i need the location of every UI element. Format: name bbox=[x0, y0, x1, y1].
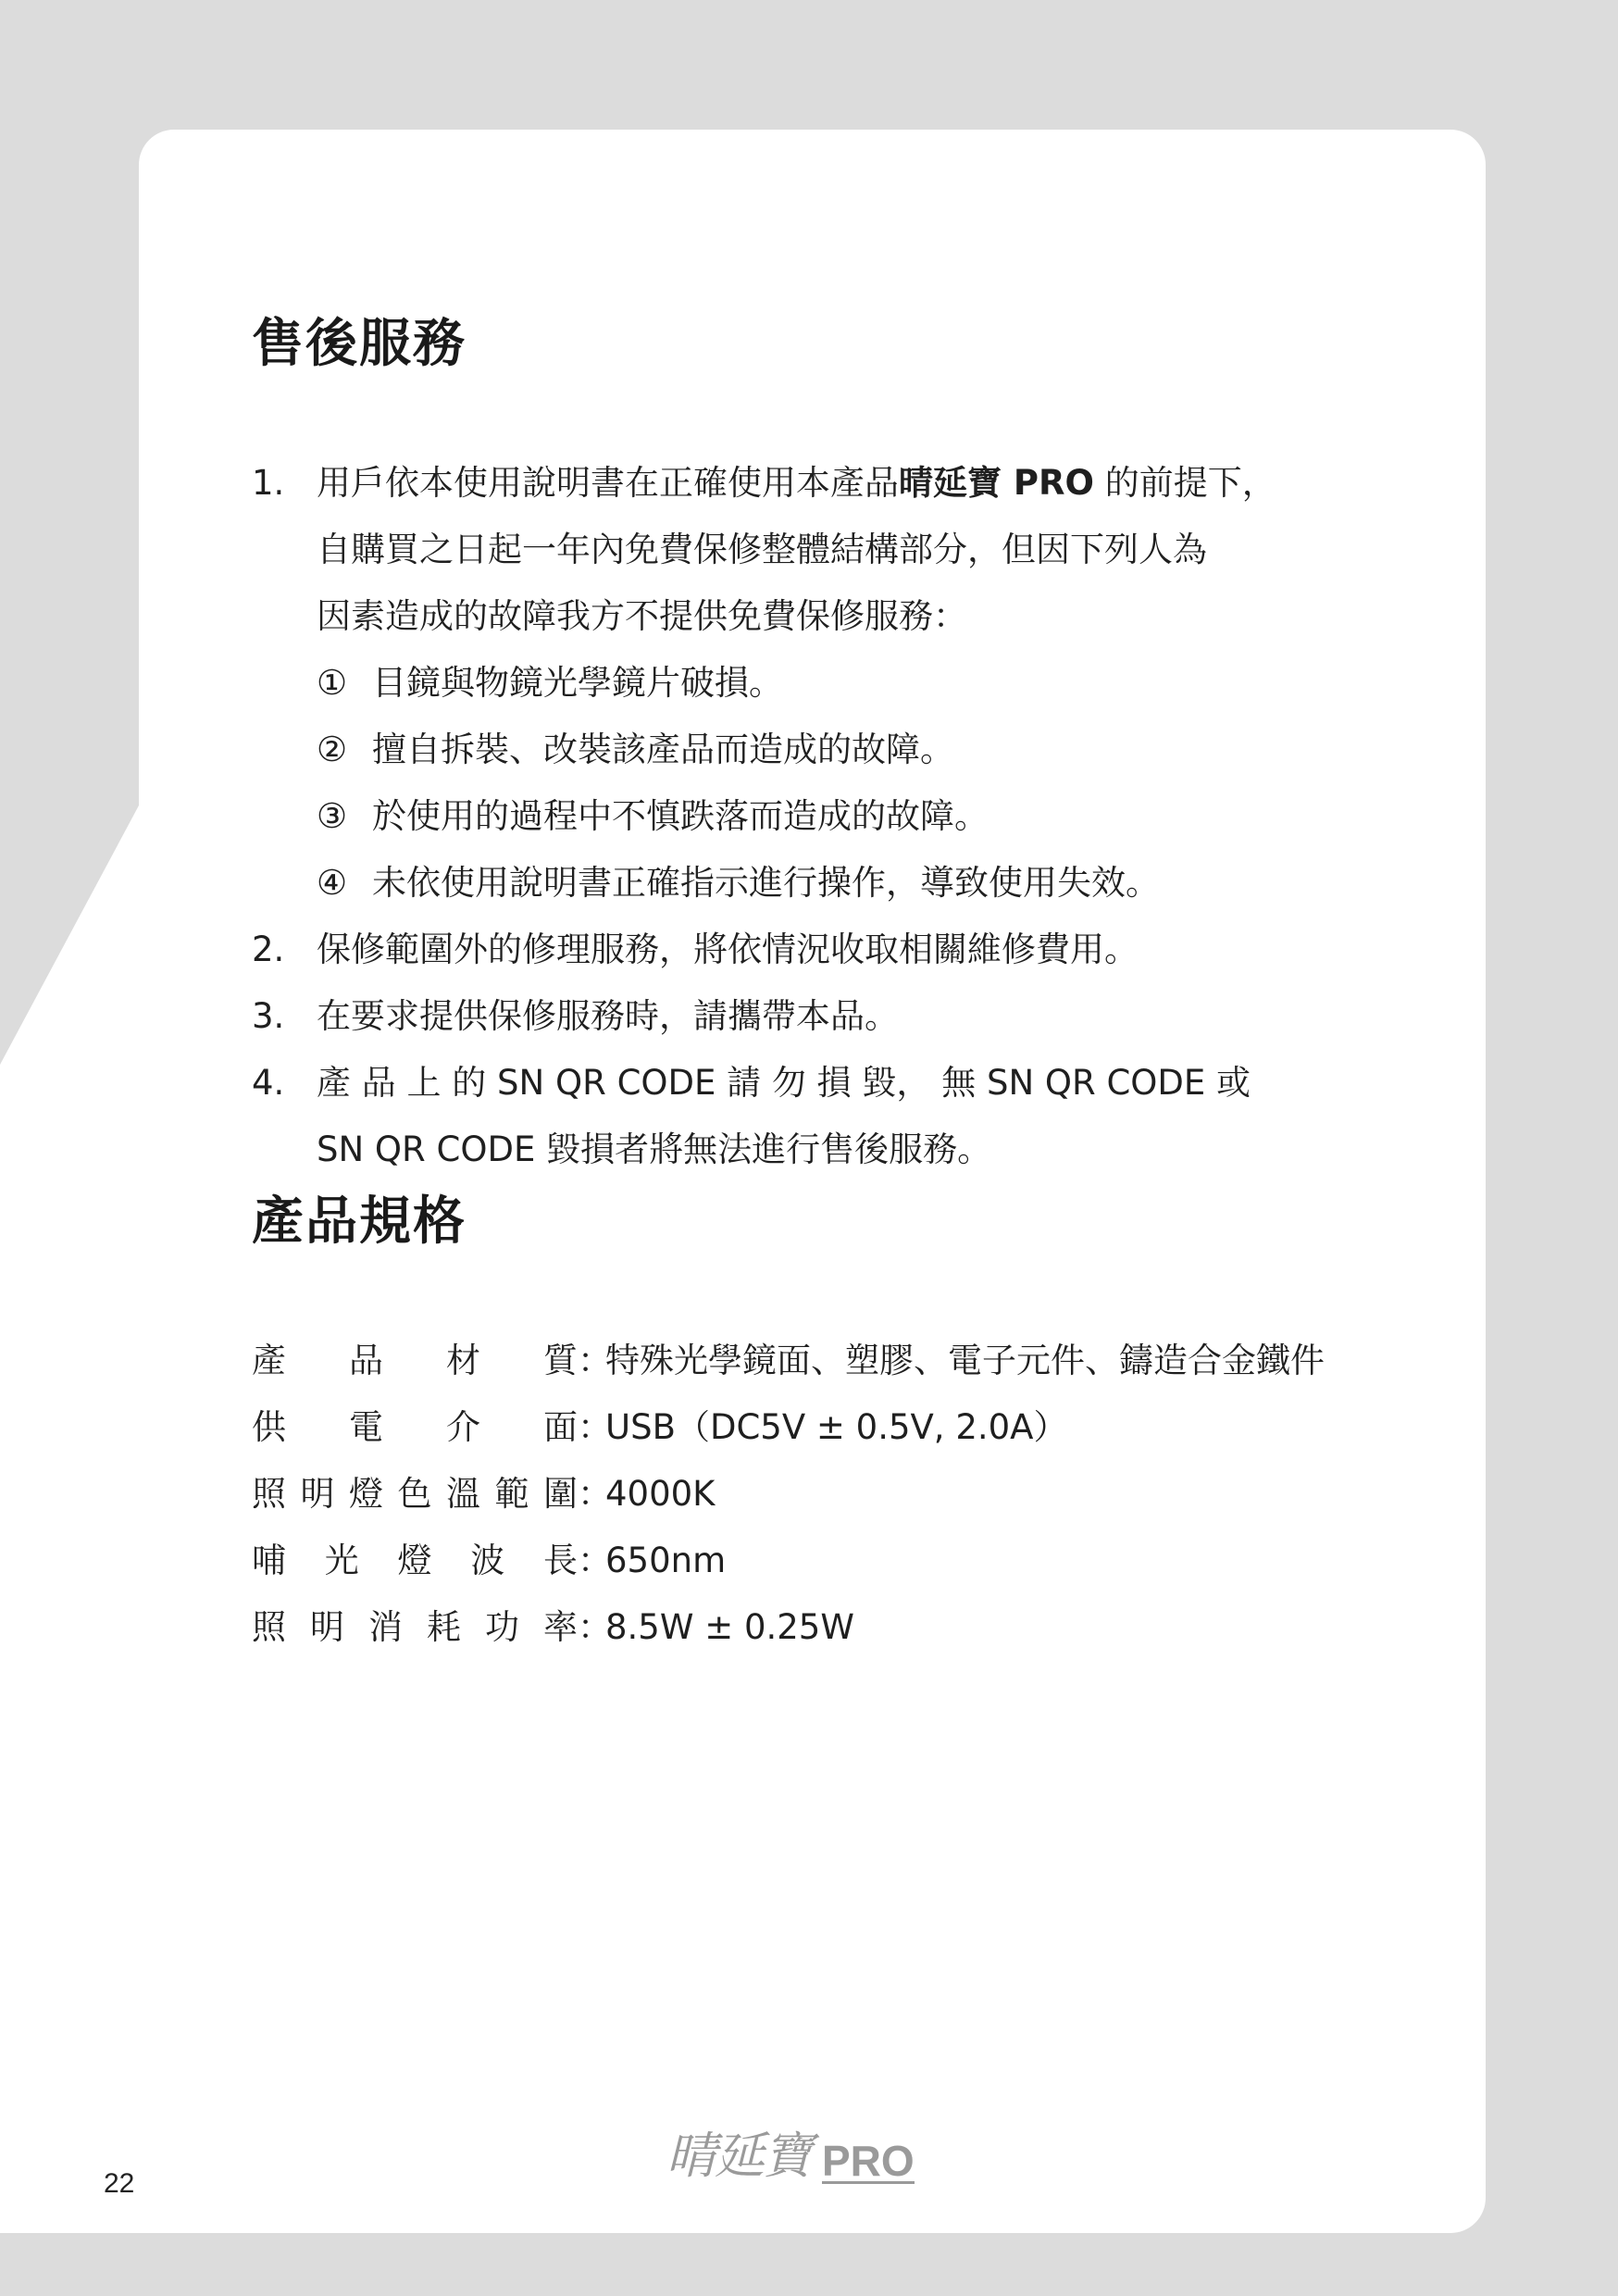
sub-item-text: 於使用的過程中不慎跌落而造成的故障。 bbox=[372, 796, 989, 836]
spec-row bbox=[252, 1528, 1372, 1594]
spec-colon: ： bbox=[578, 1474, 612, 1514]
spec-value: 4000K bbox=[605, 1474, 716, 1514]
sub-item bbox=[252, 783, 1372, 850]
spec-colon: ： bbox=[578, 1407, 612, 1447]
spec-colon: ： bbox=[578, 1607, 612, 1647]
item-line: 自購買之日起一年內免費保修整體結構部分，但因下列人為 bbox=[317, 530, 1207, 569]
logo-pro: PRO bbox=[822, 2137, 915, 2185]
sub-item-text: 擅自拆裝、改裝該產品而造成的故障。 bbox=[372, 730, 954, 769]
spec-label: 照 明 消 耗 功 率 bbox=[252, 1607, 578, 1647]
item-number: 1. bbox=[252, 463, 285, 503]
product-name: 晴延寶 PRO bbox=[899, 463, 1094, 503]
spec-value: 8.5W ± 0.25W bbox=[605, 1607, 854, 1647]
sub-item-text: 未依使用說明書正確指示進行操作，導致使用失效。 bbox=[372, 863, 1160, 903]
after-sales-title: 售後服務 bbox=[252, 314, 467, 374]
list-item bbox=[252, 450, 1372, 650]
sub-item bbox=[252, 717, 1372, 783]
spec-label: 哺 光 燈 波 長 bbox=[252, 1541, 578, 1580]
circled-number: ② bbox=[317, 730, 348, 769]
circled-number: ④ bbox=[317, 863, 348, 903]
spec-row bbox=[252, 1328, 1372, 1394]
item-number: 3. bbox=[252, 996, 285, 1036]
list-item bbox=[252, 917, 1372, 983]
sub-item bbox=[252, 650, 1372, 717]
spec-row bbox=[252, 1594, 1372, 1661]
item-number: 4. bbox=[252, 1063, 285, 1103]
specs-list bbox=[252, 1328, 1372, 1661]
spec-value: 特殊光學鏡面、塑膠、電子元件、鑄造合金鐵件 bbox=[605, 1341, 1325, 1380]
circled-number: ① bbox=[317, 663, 348, 703]
list-item bbox=[252, 983, 1372, 1050]
item-line: 用戶依本使用說明書在正確使用本產品晴延寶 PRO 的前提下， bbox=[317, 463, 1276, 503]
spec-row bbox=[252, 1394, 1372, 1461]
brand-logo bbox=[666, 2116, 915, 2188]
after-sales-list bbox=[252, 450, 1372, 1183]
spec-label: 產 品 材 質 bbox=[252, 1341, 578, 1380]
item-line: 因素造成的故障我方不提供免費保修服務： bbox=[317, 596, 967, 636]
item-line: 產 品 上 的 SN QR CODE 請 勿 損 毀， 無 SN QR CODE 或 bbox=[317, 1063, 1251, 1103]
specs-title: 產品規格 bbox=[252, 1192, 467, 1252]
sub-item-text: 目鏡與物鏡光學鏡片破損。 bbox=[372, 663, 783, 703]
item-line: 保修範圍外的修理服務，將依情況收取相關維修費用。 bbox=[317, 930, 1139, 969]
list-item bbox=[252, 1050, 1372, 1183]
item-number: 2. bbox=[252, 930, 285, 969]
sub-item bbox=[252, 850, 1372, 917]
item-line: 在要求提供保修服務時，請攜帶本品。 bbox=[317, 996, 899, 1036]
spec-colon: ： bbox=[578, 1541, 612, 1580]
logo-script: 晴延寶 bbox=[666, 2127, 811, 2185]
spec-value: 650nm bbox=[605, 1541, 727, 1580]
item-line: SN QR CODE 毀損者將無法進行售後服務。 bbox=[317, 1129, 992, 1169]
spec-row bbox=[252, 1461, 1372, 1528]
page-content bbox=[252, 306, 1372, 1661]
spec-colon: ： bbox=[578, 1341, 612, 1380]
spec-value: USB（DC5V ± 0.5V, 2.0A） bbox=[605, 1407, 1068, 1447]
spec-label: 供 電 介 面 bbox=[252, 1407, 578, 1447]
circled-number: ③ bbox=[317, 796, 348, 836]
spec-label: 照 明 燈 色 溫 範 圍 bbox=[252, 1474, 578, 1514]
page-number: 22 bbox=[104, 2168, 135, 2199]
